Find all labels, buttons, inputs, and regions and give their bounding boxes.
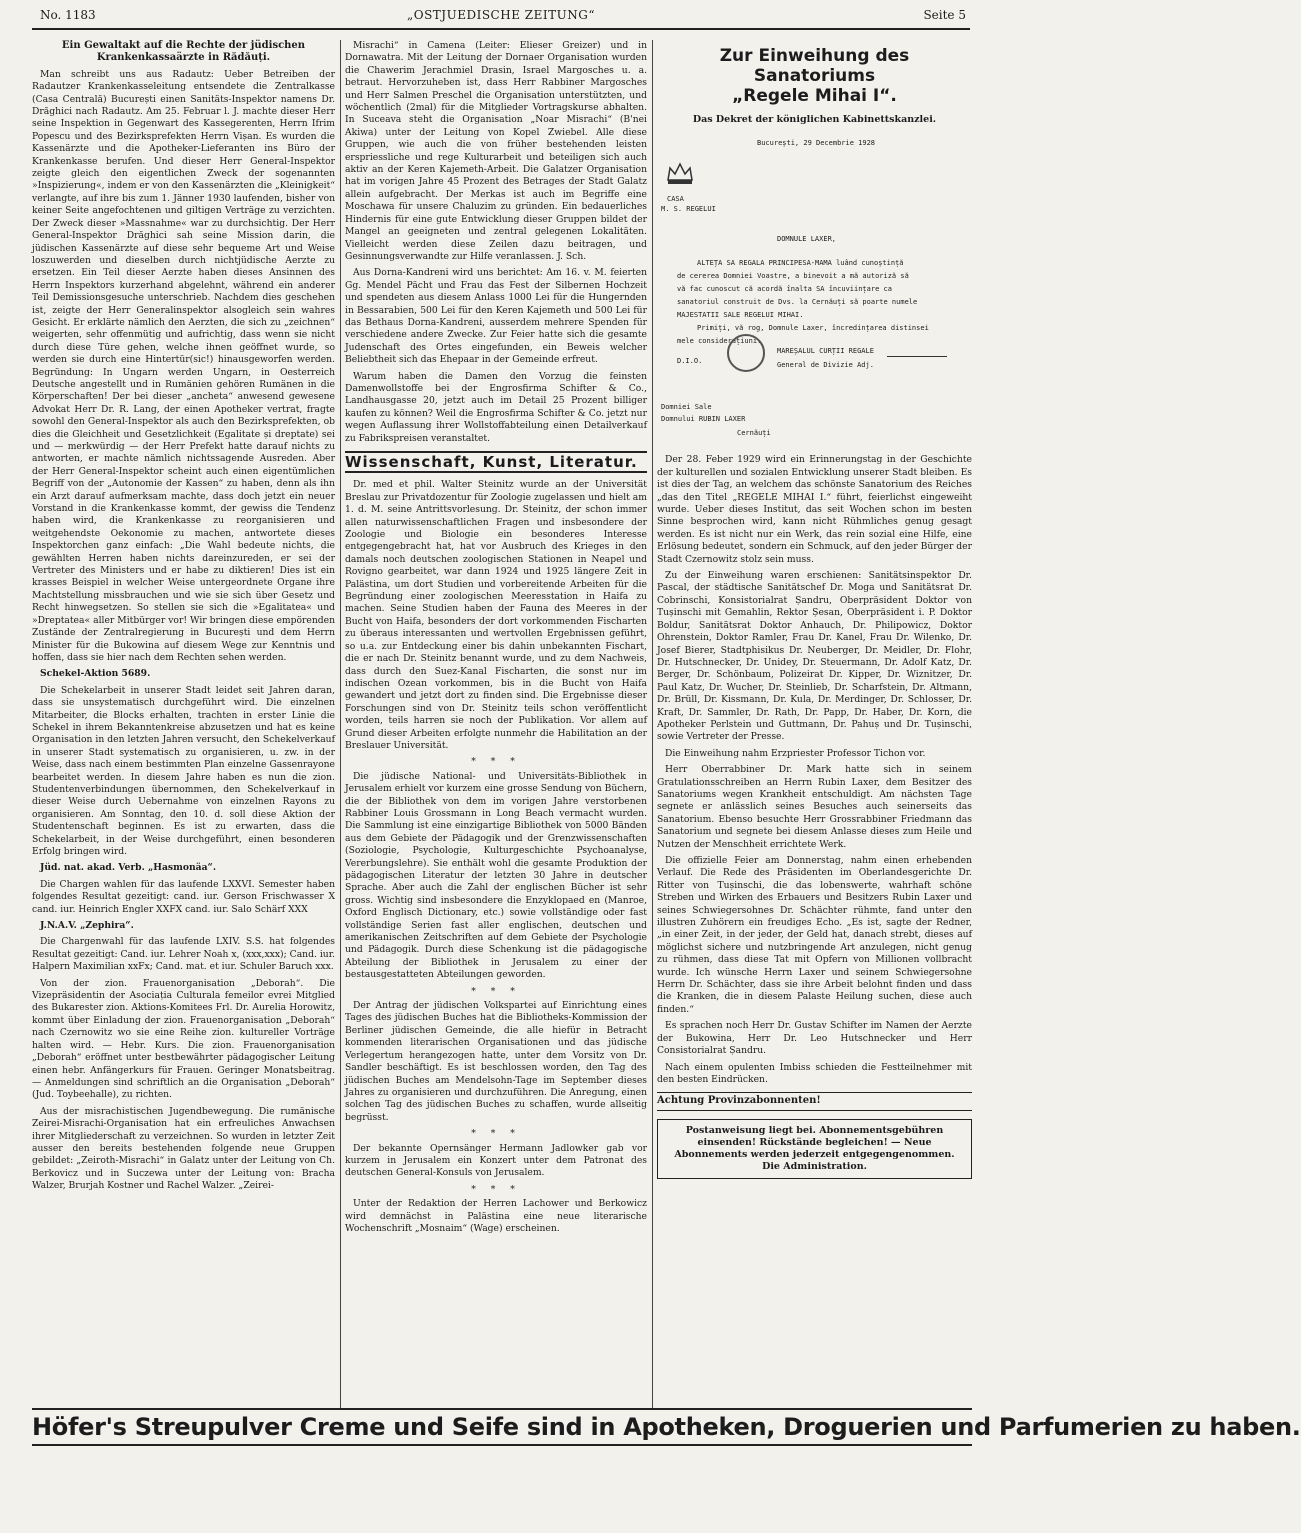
article-text-misrachi-cont: Misrachi“ in Camena (Leiter: Elieser Greizer) und in Dornawatra. Mit der Leitung der Dornaer Organisation wurden die Chawerim Jerachmiel Drasin, Israel Margosches u. a. betraut. Hervorzuheben ist, dass Herr Rabbiner Margosches und Herr Salmen Preschel die Organisation unterstützten, und wöchentlich (2mal) für die Mitglieder Vortragskurse abhalten. In Suceava steht die Organisation „Noar Misrachi“ (B'nei Akiwa) unter der Leitung von Kopel Zwiebel. Alle diese Gruppen, wie auch die von früher bestehenden leisten erspriessliche und rege Kulturarbeit und beteiligen sich auch aktiv an der Keren Kajemeth-Arbeit. Die Galatzer Organisation hat im vorigen Jahre 45 Prozent des Betrages der Stadt Galatz allein aufgebracht. Der Merkas ist auch im Begriffe eine Moschawa für unsere Chaluzim zu gründen. Ein bedauerliches Hindernis für eine gute Entwicklung dieser Gruppen bildet der Mangel an geeigneten und zentral gelegenen Lokalitäten. Vielleicht werden diese Zeilen dazu beitragen, und Gesinnungsverwandte zur Hilfe veranlassen. J. Sch.: [345, 40, 647, 262]
column-divider: [340, 40, 341, 1408]
dekret-line: Primiți, vă rog, Domnule Laxer, încredințarea distinsei: [697, 324, 929, 333]
sanatorium-text: Der 28. Feber 1929 wird ein Erinnerungstag in der Geschichte der kulturellen und sozialen Entwicklung unserer Stadt bleiben. Es ist dies der Tag, an welchem das schönste Sanatorium des Reiches „das den Titel „REGELE MIHAI I.“ führt, feierlichst eingeweiht wurde. Ueber dieses Institut, das seit Wochen schon im besten Sinne besprochen wird, kann nicht Rühmliches genug gesagt werden. Es ist nicht nur ein Werk, das rein sozial eine Hilfe, eine Erlösung bedeutet, sondern ein Schmuck, auf den jeder Bürger der Stadt Czernowitz stolz sein muss.: [657, 454, 972, 565]
dekret-to: Cernăuți: [737, 429, 771, 438]
column-1: [32, 40, 335, 1408]
dekret-ms: M. S. REGELUI: [661, 205, 716, 214]
sanatorium-title-line1: Zur Einweihung des Sanatoriums: [719, 46, 910, 86]
issue-number: No. 1183: [40, 8, 96, 22]
columns: [32, 40, 972, 1408]
article-text-bibliothek: Die jüdische National- und Universitäts-Bibliothek in Jerusalem erhielt vor kurzem eine grosse Sendung von Büchern, die der Bibliothek von dem im vorigen Jahre verstorbenen Rabbiner Louis Grossmann in Long Beach vermacht wurden. Die Sammlung ist eine einzigartige Bibliothek von 5000 Bänden aus dem Gebiete der Pädagogik und der Grenzwissenschaften (Soziologie, Psychologie, Kulturgeschichte Psychoanalyse, Vererbungslehre). Sie enthält wohl die gesamte Produktion der pädagogischen Literatur der letzten 30 Jahre in deutscher Sprache. Aber auch die Zahl der englischen Bücher ist sehr gross. Wichtig sind insbesondere die Enzyklopaed en (Manroe, Oxford Englisch Dictionary, etc.) sowie vollständige oder fast vollständige Serien fast aller englischen, deutschen und amerikanischen Zeitschriften auf dem Gebiete der Psychologie und Pädagogik. Durch diese Schenkung ist die pädagogische Abteilung der Bibliothek in Jerusalem zu einer der bestausgestatteten Abteilungen geworden.: [345, 770, 647, 981]
separator-stars: * * *: [471, 756, 521, 768]
section-title-wissenschaft: Wissenschaft, Kunst, Literatur.: [345, 451, 647, 473]
column-2: [345, 40, 647, 1408]
dekret-line: sanatoriul construit de Dvs. la Cernăuți să poarte numele: [677, 298, 918, 307]
sanatorium-headline: [657, 46, 972, 106]
dekret-line: ALTEȚA SA REGALA PRINCIPESA-MAMA luând cunoștință: [697, 259, 904, 268]
royal-seal-stamp: [727, 334, 765, 372]
dekret-line: MAJESTATII SALE REGELUI MIHAI.: [677, 311, 804, 320]
paper-title: „OSTJUEDISCHE ZEITUNG“: [407, 8, 595, 22]
column-divider: [652, 40, 653, 1408]
dekret-maresal: MAREȘALUL CURȚII REGALE: [777, 347, 874, 356]
header-rule: [32, 28, 970, 30]
separator-stars: * * *: [471, 1128, 521, 1140]
dekret-casa: CASA: [667, 195, 684, 204]
dekret-place-date: București, 29 Decembrie 1928: [757, 139, 876, 148]
article-text-dorna: Aus Dorna-Kandreni wird uns berichtet: Am 16. v. M. feierten Gg. Mendel Pächt und Frau das Fest der Silbernen Hochzeit und spendeten aus diesem Anlass 1000 Lei für die Hungernden in Bessarabien, 500 Lei für den Keren Kajemeth und 500 Lei für das Bethaus Dorna-Kandreni, ausserdem mehrere Spenden für verschiedene andere Zwecke. Zur Feier hatte sich die gesamte Judenschaft des Ortes eingefunden, ein Beweis welcher Beliebtheit sich das Ehepaar in der Gemeinde erfreut.: [345, 267, 647, 366]
notice-title: Achtung Provinzabonnenten!: [657, 1092, 972, 1110]
article-text-volkspartei: Der Antrag der jüdischen Volkspartei auf Einrichtung eines Tages des jüdischen Buches hat die Bibliotheks-Kommission der Berliner jüdischen Gemeinde, die alle hiefür in Betracht kommenden literarischen Organisationen und das jüdische Verlegertum herangezogen hatte, unter dem Vorsitz von Dr. Sandler beschäftigt. Es ist beschlossen worden, den Tag des jüdischen Buches am Mendelsohn-Tage im September dieses Jahres zu organisieren und durchzuführen. Die Anregung, einen solchen Tag des jüdischen Buches zu schaffen, wurde allseitig begrüsst.: [345, 1000, 647, 1123]
article-text-zephira: Die Chargenwahl für das laufende LXIV. S.S. hat folgendes Resultat gezeitigt: Cand. iur. Lehrer Noah x, (xxx,xxx); Cand. iur. Halpern Maximilian xxFx; Cand. mat. et iur. Schuler Baruch xxx.: [32, 936, 335, 973]
sanatorium-title-line2: „Regele Mihai I“.: [732, 86, 897, 106]
royal-decree-facsimile: [657, 134, 972, 454]
article-text-schekel: Die Schekelarbeit in unserer Stadt leidet seit Jahren daran, dass sie unsystematisch durchgeführt wird. Die einzelnen Mitarbeiter, die Blocks erhalten, trachten in erster Linie die Schekel in ihrem Bekanntenkreise abzusetzen und hat es keine Organisation in den letzten Jahren versucht, den Schekelverkauf in unserer Stadt systematisch zu organisieren, u. zw. in der Weise, dass nach einem bestimmten Plan einzelne Gassenrayone bearbeitet werden. In diesem Jahre haben es nun die zion. Studentenverbindungen übernommen, den Schekelverkauf in dieser Weise durch Uebernahme von einzelnen Rayons zu organisieren. Am Sonntag, den 10. d. soll diese Aktion der Studentenschaft beginnen. Es ist zu erwarten, dass die Schekelarbeit, in der Weise durchgeführt, einen besonderen Erfolg bringen wird.: [32, 684, 335, 857]
separator-stars: * * *: [471, 985, 521, 997]
article-title-kassenaerzte: Ein Gewaltakt auf die Rechte der jüdischen Krankenkassaärzte in Rădăuți.: [61, 40, 306, 64]
article-text-jadlowker: Der bekannte Opernsänger Hermann Jadlowker gab vor kurzem in Jerusalem ein Konzert unter dem Patronat des deutschen General-Konsuls von Jerusalem.: [345, 1142, 647, 1179]
page-header: [32, 4, 970, 26]
sanatorium-text: Die offizielle Feier am Donnerstag, nahm einen erhebenden Verlauf. Die Rede des Präsidenten im Oberlandesgerichte Dr. Ritter von Tușinschi, die das lobenswerte, wahrhaft schöne Streben und Wirken des Erbauers und Besitzers Rubin Laxer und seines Schwiegersohnes Dr. Schächter rühmte, fand unter den illustren Zuhörern ein freudiges Echo. „Es ist, sagte der Redner, „in einer Zeit, in der jeder, der Geld hat, danach strebt, dieses auf möglichst sichere und nutzbringende Art anzulegen, nicht genug zu rühmen, dass diese Tat mit Opfern von Millionen vollbracht wurde. Ich wünsche Herrn Laxer und seinem Schwiegersohne Herrn Dr. Schächter, dass sie ihre Arbeit belohnt finden und dass die Kranken, die in diesem Palaste Heilung suchen, diese auch finden.“: [657, 855, 972, 1015]
dekret-dio: D.I.O.: [677, 357, 703, 366]
column-3: [657, 40, 972, 1408]
article-text-misrachi: Aus der misrachistischen Jugendbewegung. Die rumänische Zeirei-Misrachi-Organisation hat ein erfreuliches Anwachsen ihrer Mitgliederschaft zu verzeichnen. So wurden in letzter Zeit ausser den bereits bestehenden folgende neue Gruppen gebildet: „Zeiroth-Misrachi“ in Galatz unter der Leitung von Ch. Berkovicz und in Suczewa unter der Leitung von: Bracha Walzer, Brurjah Kostner und Rachel Walzer. „Zeirei-: [32, 1105, 335, 1192]
dekret-line: vă fac cunoscut că acordă înalta SA încuviințare ca: [677, 285, 892, 294]
article-title-zephira: J.N.A.V. „Zephira“.: [40, 920, 134, 932]
article-text-hasmonaea: Die Chargen wahlen für das laufende LXXVI. Semester haben folgendes Resultat gezeitigt: cand. iur. Gerson Frischwasser X cand. iur. Heinrich Engler XXFX cand. iur. Salo Schärf XXX: [32, 878, 335, 915]
dekret-general: General de Diviziе Adj.: [777, 361, 874, 370]
dekret-line: mele considerațiuni.: [677, 337, 762, 346]
separator-stars: * * *: [471, 1183, 521, 1195]
article-title-hasmonaea: Jüd. nat. akad. Verb. „Hasmonäa“.: [40, 862, 217, 874]
sanatorium-text: Herr Oberrabbiner Dr. Mark hatte sich in seinem Gratulationsschreiben an Herrn Rubin Laxer, dem Besitzer des Sanatoriums wegen Krankheit entschuldigt. Am nächsten Tage segnete er anlässlich seines Besuches auch seinerseits das Sanatorium. Ebenso besuchte Herr Grossrabbiner Friedmann das Sanatorium und segnete bei diesem Anlasse dieses zum Heile und Nutzen der Menschheit errichtete Werk.: [657, 764, 972, 850]
page-number: Seite 5: [923, 8, 966, 22]
subscriber-notice-text: Postanweisung liegt bei. Abonnementsgebühren einsenden! Rückstände begleichen! — Neue Abonnements werden jederzeit entgegengenommen. Die Administration.: [674, 1124, 955, 1172]
dekret-line: de cererea Domniei Voastre, a binevoit a mă autoriză să: [677, 272, 909, 281]
signature: [887, 339, 947, 357]
subscriber-notice-box: [657, 1119, 972, 1179]
dekret-address: DOMNULE LAXER,: [777, 235, 837, 244]
article-text-deborah: Von der zion. Frauenorganisation „Deborah“. Die Vizepräsidentin der Asociația Culturala femeilor evrei Mitglied des Bukarester zion. Aktions-Komitees Frl. Dr. Aurelia Horowitz, kommt über Einladung der zion. Frauenorganisation „Deborah“ nach Czernowitz wo sie eine Reihe zion. kultureller Vorträge halten wird. — Hebr. Kurs. Die zion. Frauenorganisation „Deborah“ eröffnet unter bestbewährter pädagogischer Leitung einen hebr. Anfängerkurs für Frauen. Geringer Monatsbeitrag. — Anmeldungen sind schriftlich an die Organisation „Deborah“ (Jud. Toybeehalle), zu richten.: [32, 977, 335, 1101]
sanatorium-text: Die Einweihung nahm Erzpriester Professor Tichon vor.: [665, 747, 926, 759]
crown-icon: [665, 160, 695, 186]
article-text-steinitz: Dr. med et phil. Walter Steinitz wurde an der Universität Breslau zur Privatdozentur für Zoologie zugelassen und hielt am 1. d. M. seine Antrittsvorlesung. Dr. Steinitz, der schon immer allen naturwissenschaftlichen Fragen und insbesondere der Zoologie und Biologie ein besonderes Interesse entgegengebracht hat, hat vor Ausbruch des Krieges in den damals noch deutschen zoologischen Stationen in Neapel und Rovigno gearbeitet, war dann 1924 und 1925 längere Zeit in Palästina, um dort Studien und vorbereitende Arbeiten für die Begründung einer zoologischen Meeresstation in Haifa zu machen. Seine Studien haben der Fauna des Meeres in der Bucht von Haifa, besonders der dort vorkommenden Fischarten zu überaus interessanten und wertvollen Ergebnissen geführt, so u.a. zur Entdeckung einer bis dahin unbekannten Fischart, die er nach Dr. Steinitz benannt wurde, und zu dem Nachweis, dass durch den Suez-Kanal Fischarten, die sonst nur im indischen Ozean vorkommen, bis in die Bucht von Haifa gewandert und jetzt dort zu finden sind. Die Ergebnisse dieser Forschungen sind von Dr. Steinitz teils schon veröffentlicht worden, teils harren sie noch der Publikation. Vor allem auf Grund dieser Arbeiten erfolgte nunmehr die Habilitation an der Breslauer Universität.: [345, 479, 647, 751]
advert-damen: Warum haben die Damen den Vorzug die feinsten Damenwollstoffe bei der Engrosfirma Schifter & Co., Landhausgasse 20, jetzt auch im Detail 25 Prozent billiger kaufen zu können? Weil die Engrosfirma Schifter & Co. jetzt nur wegen Auflassung ihrer Wollstoffabteilung einen Detailverkauf zu Fabrikspreisen veranstaltet.: [345, 370, 647, 444]
dekret-to: Domnului RUBIN LAXER: [661, 415, 746, 424]
bottom-advertisement: Höfer's Streupulver Creme und Seife sind in Apotheken, Droguerien und Parfumerien zu haben.: [32, 1408, 972, 1446]
article-text-mosnaim: Unter der Redaktion der Herren Lachower und Berkowicz wird demnächst in Palästina eine neue literarische Wochenschrift „Mosnaim“ (Wage) erscheinen.: [345, 1198, 647, 1234]
article-title-schekel: Schekel-Aktion 5689.: [40, 668, 151, 680]
dekret-to: Domniei Sale: [661, 403, 712, 412]
sanatorium-text: Es sprachen noch Herr Dr. Gustav Schifter im Namen der Aerzte der Bukowina, Herr Dr. Leo Hutschnecker und Herr Consistorialrat Șandru.: [657, 1020, 972, 1057]
sanatorium-text: Nach einem opulenten Imbiss schieden die Festteilnehmer mit den besten Eindrücken.: [657, 1061, 972, 1085]
dekret-subtitle: Das Dekret der königlichen Kabinettskanzlei.: [692, 114, 937, 125]
article-text-kassenaerzte: Man schreibt uns aus Radautz: Ueber Betreiben der Radautzer Krankenkasseleitung entsendete die Zentralkasse (Casa Centrală) București einen Sanitäts-Inspektor namens Dr. Drăghici nach Radautz. Am 25. Februar l. J. machte dieser Herr seine Inspektion in Gegenwart des Kassegerenten, Herrn Ifrim Popescu und des Bezirksprefekten Herrn Vișan. Es wurden die Kassenärzte und die Apotheker-Lieferanten ins Büro der Krankenkasse berufen. Und dieser Herr General-Inspektor zeigte gleich den eigentlichen Zweck der sogenannten »Inspizierung«, indem er von den Kassenärzten die „Kleinigkeit“ verlangte, auf ihre bis zum 1. Jänner 1930 laufenden, bisher von keiner Seite angefochtenen und giltigen Verträge zu verzichten. Der Zweck dieser »Massnahme« war zu durchsichtig. Der Herr General-Inspektor Drăghici sah seine Mission darin, die jüdischen Kassenärzte auf diese sehr bequeme Art und Weise loszuwerden und dieselben durch nichtjüdische Aerzte zu ersetzen. Ein Teil dieser Aerzte haben dieses Ansinnen des Herrn Inspektors kurzerhand abgelehnt, während ein anderer Teil Demissionsgesuche unterschrieb. Nachdem dies geschehen ist, zeigte der Herr Generalinspektor alsogleich sein wahres Gesicht. Er erklärte nämlich den Aerzten, die sich zu „zeichnen“ weigerten, sehr offenmütig und aufrichtig, dass wenn sie nicht durch diese Türe gehen, welche ihnen geöffnet wurde, so werden sie durch eine Hintertür(sic!) hinausgeworfen werden. Begründung: In Ungarn werden Ungarn, in Oesterreich Deutsche angestellt und in Rumänien gehören Rumänen in die Körperschaften! Der bei dieser „ancheta“ anwesend gewesene Advokat Herr Dr. R. Lang, der einen Apotheker vertrat, fragte sowohl den General-Inspektor als auch den Bezirksprefekten, ob dies die Gleichheit und Gesetzlichkeit (Egalitate și dreptate) sei und — merkwürdig — der Herr Prefekt hatte darauf nichts zu antworten, er machte nämlich nichtssagende Ausreden. Aber der Herr General-Inspektor scheint auch einen eigentümlichen Begriff von der „Autonomie der Kassen“ zu haben, denn als ihn ein Arzt darauf aufmerksam machte, dass doch jetzt ein neuer Vorstand in die Krankenkasse kommt, der gewiss die Tendenz haben wird, die Krankenkasse zu reorganisieren und weitgehendste Oekonomie zu machen, antwortete dieses Inspektorchen ganz einfach: „Die Wahl bedeute nichts, die gewählten Herren haben nichts dareinzureden, er sei der Vertreter des Ministers und er habe zu diktieren! Dies ist ein krasses Beispiel in welcher Weise untergeordnete Organe ihre Machtstellung missbrauchen und wie sie sich über Gesetz und Recht hinwegsetzen. So stellen sie sich die »Egalitatea« und »Dreptatea« aller Mitbürger vor! Wir bringen diese empörenden Zustände der Zentralregierung in București und dem Herrn Minister für die Bukowina auf diesem Wege zur Kenntnis und hoffen, dass sie hier nach dem Rechten sehen werden.: [32, 68, 335, 663]
sanatorium-text: Zu der Einweihung waren erschienen: Sanitätsinspektor Dr. Pascal, der städtische Sanitätschef Dr. Moga und Sanitätsrat Dr. Cobrinschi, Konsistorialrat Șandru, Oberpräsident Doktor von Tușinschi mit Gemahlin, Rektor Șesan, Oberpräsident i. P. Doktor Boldur, Sanitätsrat Doktor Anhauch, Dr. Philipowicz, Doktor Ohrenstein, Doktor Ramler, Frau Dr. Kanel, Frau Dr. Wilenko, Dr. Josef Bierer, Stadtphisikus Dr. Neuberger, Dr. Meidler, Dr. Flohr, Dr. Hutschnecker, Dr. Unidey, Dr. Steuermann, Dr. Adolf Katz, Dr. Berger, Dr. Schönbaum, Polizeirat Dr. Kipper, Dr. Wiznitzer, Dr. Paul Katz, Dr. Wucher, Dr. Steinlieb, Dr. Scharfstein, Dr. Altmann, Dr. Brüll, Dr. Kissmann, Dr. Kula, Dr. Merdinger, Dr. Schlosser, Dr. Kraft, Dr. Sammler, Dr. Rath, Dr. Papp, Dr. Haber, Dr. Korn, die Apotheker Perlstein und Guttmann, Dr. Pahuș und Dr. Tușinschi, sowie Vertreter der Presse.: [657, 570, 972, 743]
